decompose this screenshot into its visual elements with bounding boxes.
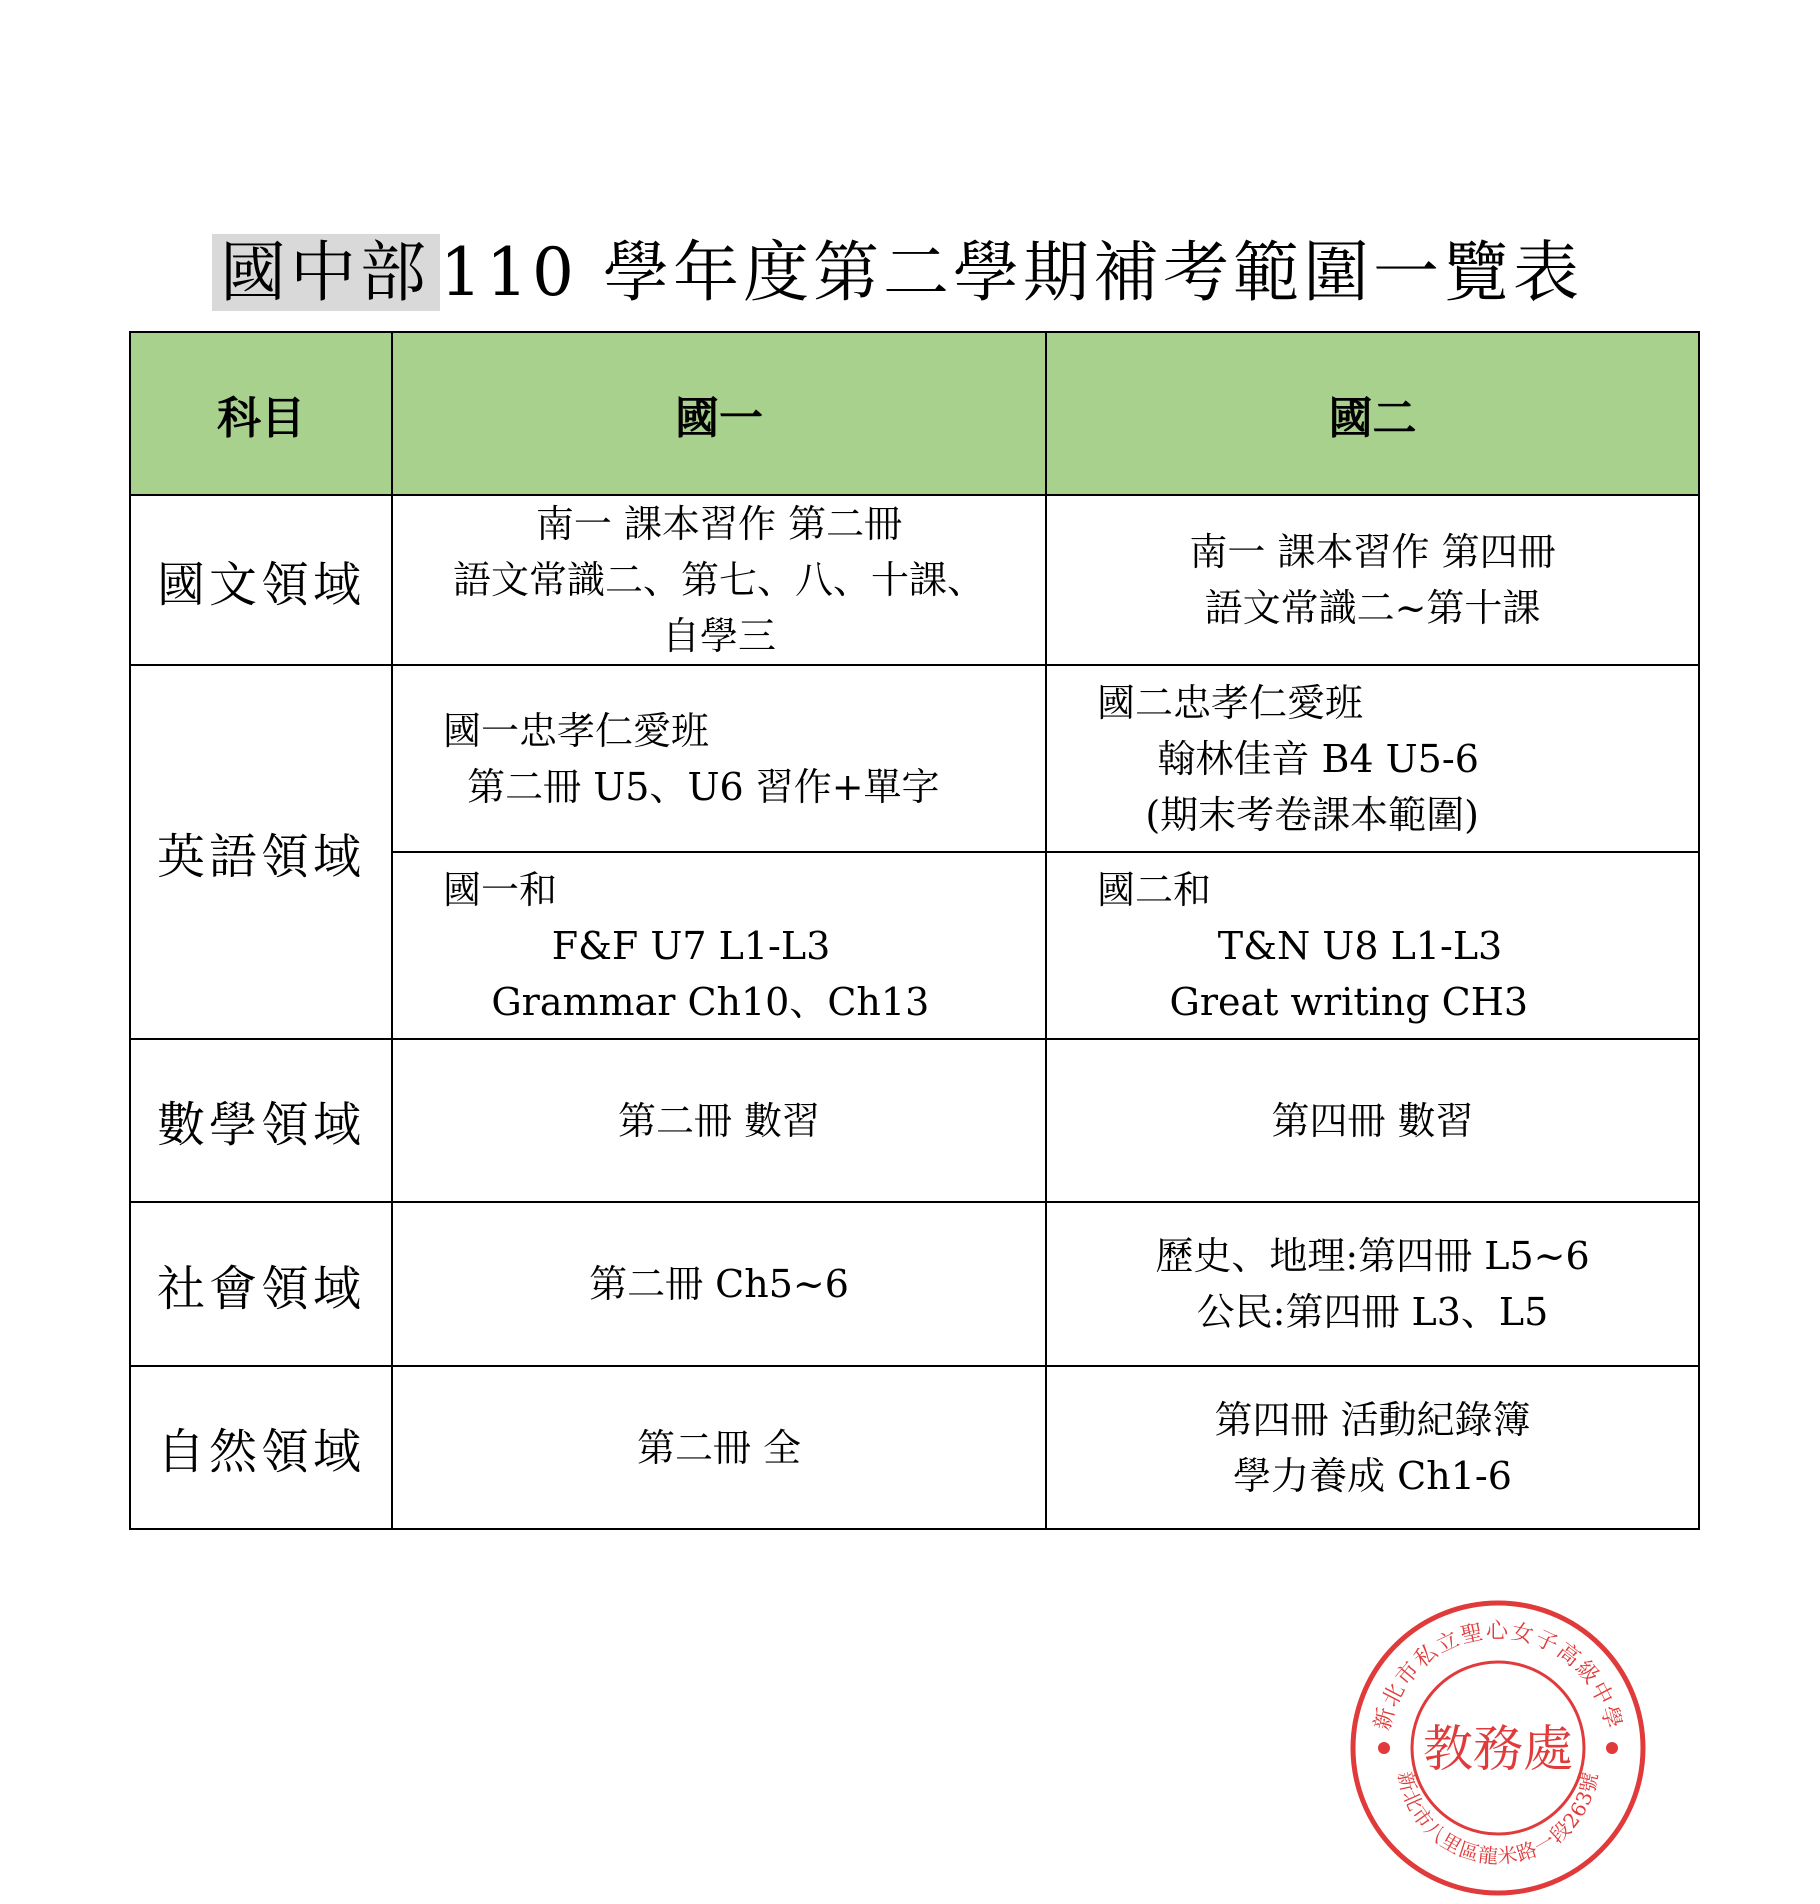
chinese-g8: 南一 課本習作 第四冊 語文常識二~第十課: [1046, 495, 1699, 665]
science-g8: 第四冊 活動紀錄簿 學力養成 Ch1-6: [1046, 1366, 1699, 1529]
social-g7: 第二冊 Ch5~6: [392, 1202, 1046, 1366]
header-row: [130, 332, 1699, 495]
math-g7: 第二冊 數習: [392, 1039, 1046, 1202]
english-g7-b: 國一和 F&F U7 L1-L3 Grammar Ch10、Ch13: [392, 852, 1046, 1039]
subject-math: 數學領域: [130, 1039, 392, 1202]
subject-chinese: 國文領域: [130, 495, 392, 665]
math-g8: 第四冊 數習: [1046, 1039, 1699, 1202]
chinese-g7: 南一 課本習作 第二冊 語文常識二、第七、八、十課、 自學三: [392, 495, 1046, 665]
subject-science: 自然領域: [130, 1366, 392, 1529]
title-highlight: 國中部: [212, 234, 440, 311]
official-seal-stamp: [1348, 1598, 1648, 1898]
table-row: [130, 1366, 1699, 1529]
seal-outer-text: 新北市私立聖心女子高級中學: [1370, 1619, 1626, 1733]
english-g7-a: 國一忠孝仁愛班 第二冊 U5、U6 習作+單字: [392, 665, 1046, 852]
page-title: [212, 222, 1583, 324]
social-g8: 歷史、地理:第四冊 L5~6 公民:第四冊 L3、L5: [1046, 1202, 1699, 1366]
english-g8-a: 國二忠孝仁愛班 翰林佳音 B4 U5-6 (期末考卷課本範圍): [1046, 665, 1699, 852]
subject-english: 英語領域: [130, 665, 392, 1039]
seal-graphic: [1348, 1598, 1648, 1898]
table-row: [130, 495, 1699, 665]
science-g7: 第二冊 全: [392, 1366, 1046, 1529]
table-row: [130, 665, 1699, 852]
svg-text:新北市八里區龍米路一段263號: [1393, 1769, 1603, 1868]
title-rest: 110 學年度第二學期補考範圍一覽表: [440, 234, 1583, 311]
seal-center-text: 教務處: [1423, 1720, 1573, 1778]
header-grade7: 國一: [392, 332, 1046, 495]
table-row: [130, 1202, 1699, 1366]
table-row: [130, 1039, 1699, 1202]
header-grade8: 國二: [1046, 332, 1699, 495]
english-g8-b: 國二和 T&N U8 L1-L3 Great writing CH3: [1046, 852, 1699, 1039]
header-subject: 科目: [130, 332, 392, 495]
subject-social: 社會領域: [130, 1202, 392, 1366]
seal-inner-text: 新北市八里區龍米路一段263號: [1393, 1769, 1603, 1869]
exam-range-table: [129, 331, 1700, 1530]
